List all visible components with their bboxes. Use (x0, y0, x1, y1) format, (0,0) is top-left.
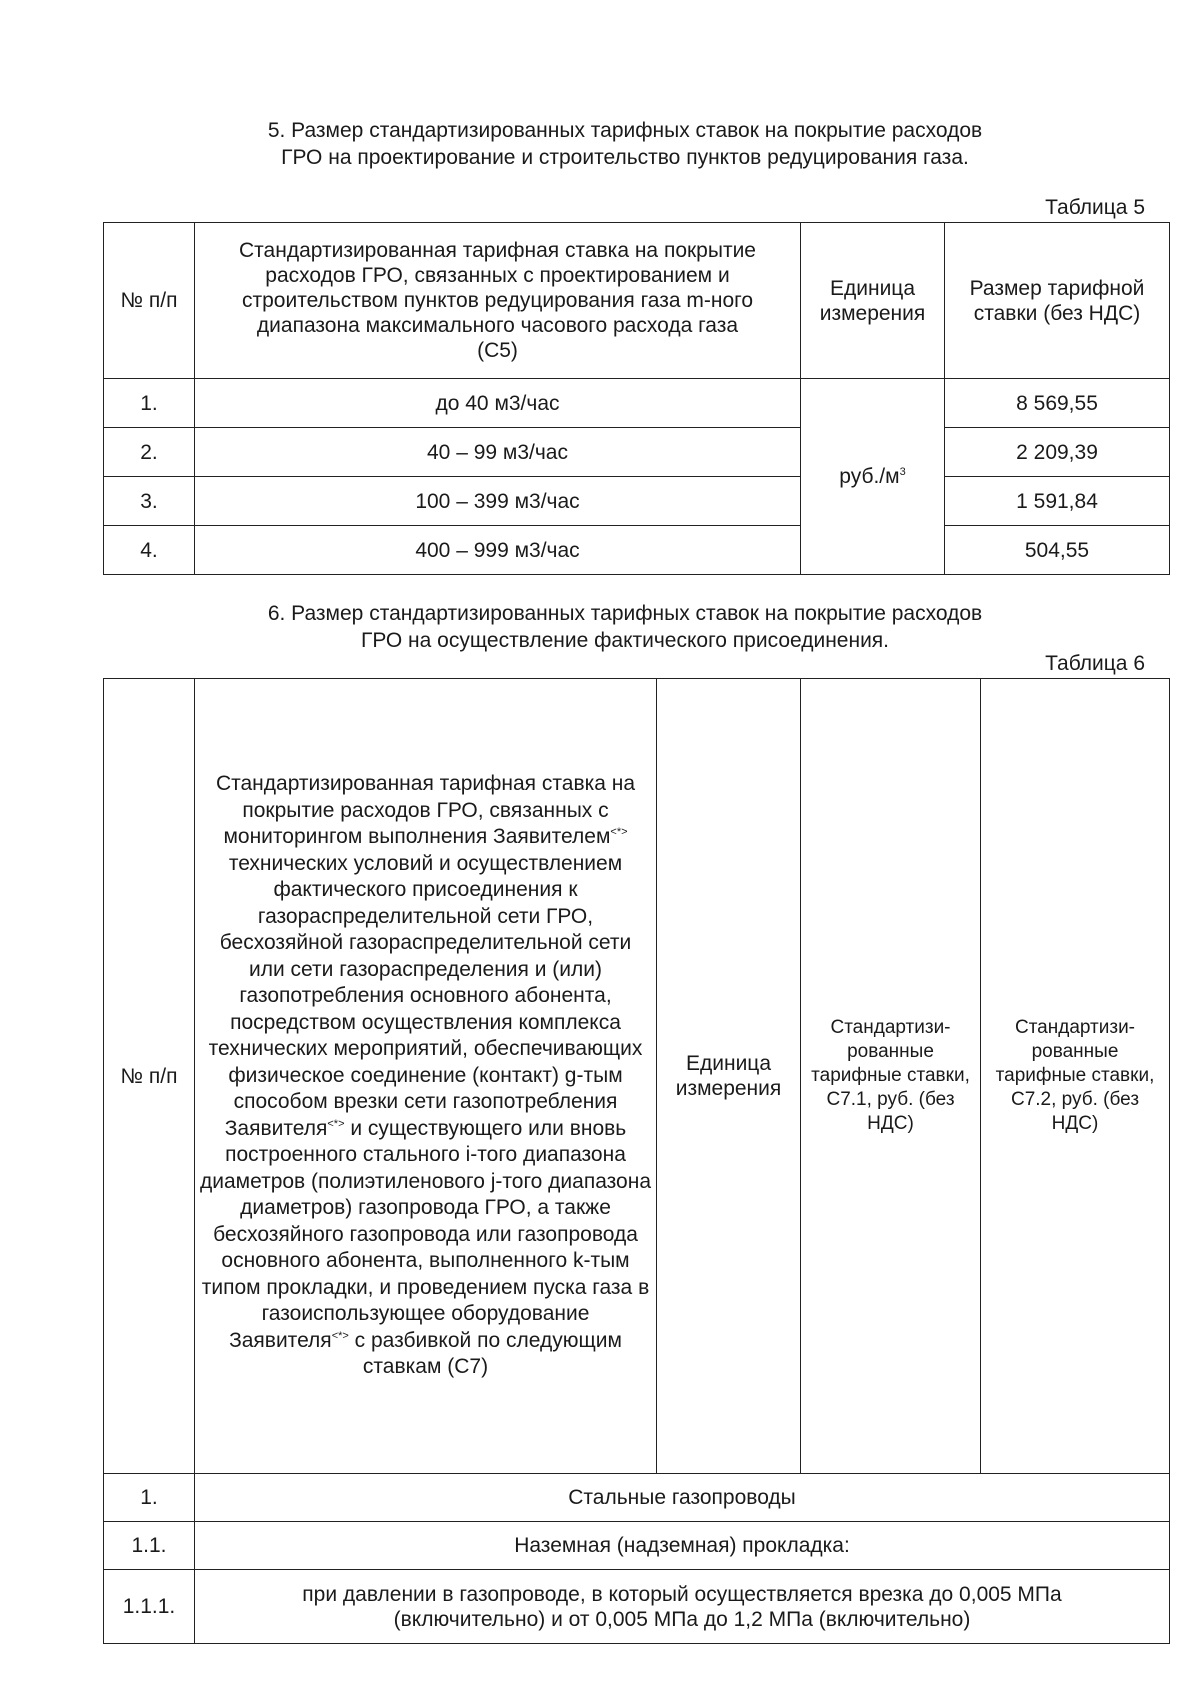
table6 (103, 678, 1170, 1644)
section5-heading-line2: ГРО на проектирование и строительство пунктов редуцирования газа. (281, 146, 969, 169)
table6-desc-part1: Стандартизированная тарифная ставка на покрытие расходов ГРО, связанных с мониторингом выполнения Заявителем (215, 772, 636, 849)
section5-heading-line1: 5. Размер стандартизированных тарифных ставок на покрытие расходов (267, 119, 983, 142)
table6-row1-text: Стальные газопроводы (195, 1474, 1170, 1522)
table5-header-unit: Единица измерения (801, 223, 945, 379)
table-row (104, 1474, 1170, 1522)
table6-row2-num: 1.1. (104, 1522, 195, 1570)
table6-header-num: № п/п (104, 679, 195, 1474)
table6-row3-text: при давлении в газопроводе, в который осуществляется врезка до 0,005 МПа (включительно) и от 0,005 МПа до 1,2 МПа (включительно) (195, 1570, 1170, 1644)
section6-heading (130, 600, 1120, 654)
table5-row4-num: 4. (104, 526, 195, 575)
table5-unit-cell (801, 379, 945, 575)
table6-header-desc (195, 679, 657, 1474)
table6-row2-text: Наземная (надземная) прокладка: (195, 1522, 1170, 1570)
table-row (104, 477, 1170, 526)
table6-desc-part4: с разбивкой по следующим ставкам (С7) (354, 1328, 622, 1379)
table5-header-size: Размер тарифной ставки (без НДС) (945, 223, 1170, 379)
table5-caption: Таблица 5 (1045, 196, 1145, 219)
table5-header-desc: Стандартизированная тарифная ставка на покрытие расходов ГРО, связанных с проектированием и строительством пунктов редуцирования газа m-ного диапазона максимального часового расхода газа (С5) (195, 223, 801, 379)
table6-row3-num: 1.1.1. (104, 1570, 195, 1644)
table6-desc-part2: технических условий и осуществлением фактического присоединения к газораспределительной сети ГРО, бесхозяйной газораспределительной сети или сети газораспределения и (или) газопотребления основного абонента, посредством осуществления комплекса технических мероприятий, обеспечивающих физическое соединение (контакт) g-тым способом врезки сети газопотребления Заявителя (208, 851, 643, 1140)
table5-row2-range: 40 – 99 м3/час (195, 428, 801, 477)
table6-header-c72: Стандартизи-рованные тарифные ставки, С7.2, руб. (без НДС) (981, 679, 1170, 1474)
table6-header-unit: Единица измерения (657, 679, 801, 1474)
footnote-mark: <*> (327, 1117, 345, 1130)
table-row (104, 379, 1170, 428)
table5-row1-range: до 40 м3/час (195, 379, 801, 428)
table5-row3-value: 1 591,84 (945, 477, 1170, 526)
section6-heading-line2: ГРО на осуществление фактического присоединения. (360, 629, 890, 652)
table6-header-c71: Стандартизи-рованные тарифные ставки, С7.1, руб. (без НДС) (801, 679, 981, 1474)
table5-header-num: № п/п (104, 223, 195, 379)
table5 (103, 222, 1170, 575)
section6-heading-line1: 6. Размер стандартизированных тарифных ставок на покрытие расходов (267, 602, 983, 625)
section5-heading (130, 117, 1120, 171)
table5-row4-range: 400 – 999 м3/час (195, 526, 801, 575)
footnote-mark: <*> (331, 1329, 349, 1342)
table5-row1-value: 8 569,55 (945, 379, 1170, 428)
table-row (104, 1570, 1170, 1644)
footnote-mark: <*> (610, 826, 628, 839)
table5-row2-value: 2 209,39 (945, 428, 1170, 477)
table5-unit-power: 3 (899, 466, 906, 478)
table6-caption: Таблица 6 (1045, 652, 1145, 675)
table-row (104, 526, 1170, 575)
table6-header-row (104, 679, 1170, 1474)
table6-desc-part3: и существующего или вновь построенного стального i-того диапазона диаметров (полиэтиленового j-того диапазона диаметров) газопровода ГРО, а также бесхозяйного газопровода или газопровода основного абонента, выполненного k-тым типом прокладки, и проведением пуска газа в газоиспользующее оборудование Заявителя (200, 1116, 651, 1352)
table5-header-row (104, 223, 1170, 379)
table5-row4-value: 504,55 (945, 526, 1170, 575)
table5-row2-num: 2. (104, 428, 195, 477)
table-row (104, 1522, 1170, 1570)
table5-unit: руб./м (839, 465, 900, 488)
table5-row3-range: 100 – 399 м3/час (195, 477, 801, 526)
table6-row1-num: 1. (104, 1474, 195, 1522)
table-row (104, 428, 1170, 477)
table5-row3-num: 3. (104, 477, 195, 526)
table5-row1-num: 1. (104, 379, 195, 428)
